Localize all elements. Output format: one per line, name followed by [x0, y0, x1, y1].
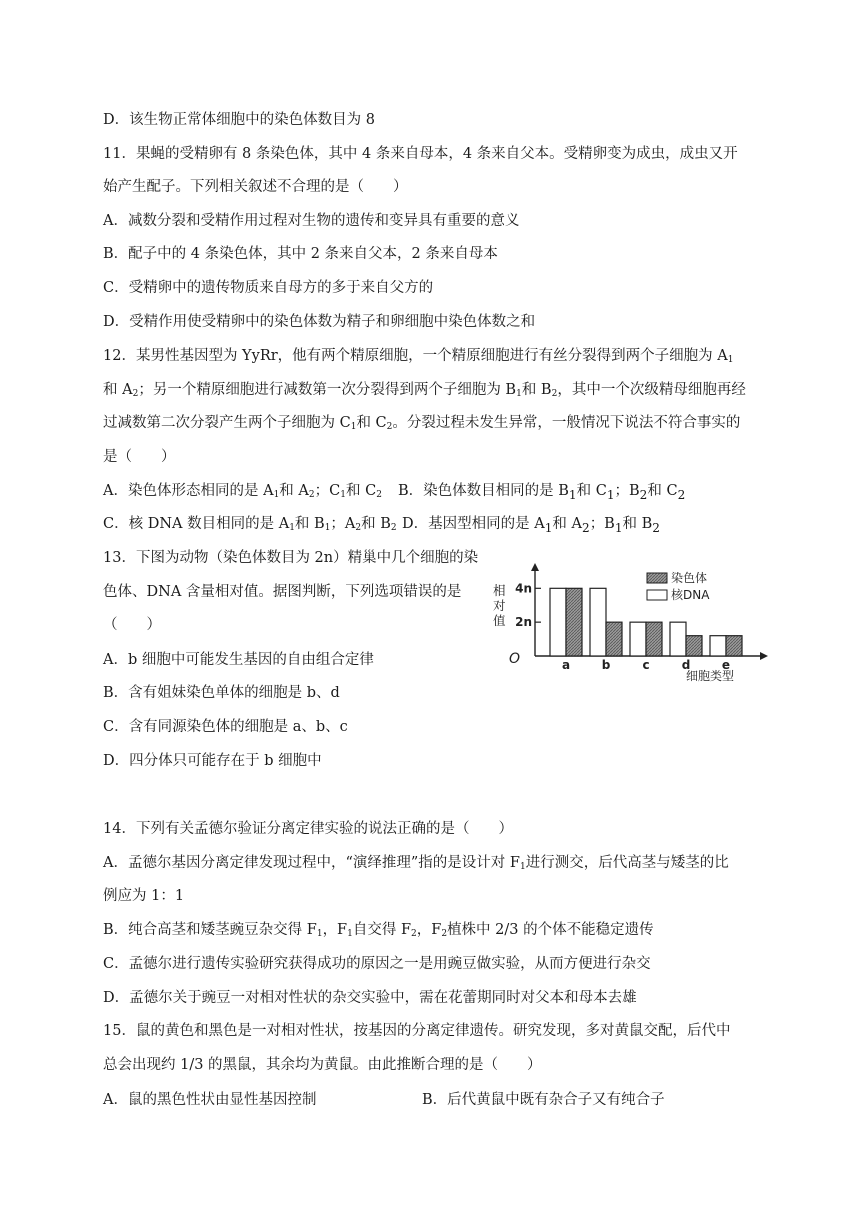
- y-axis-label-char: 相: [493, 583, 506, 598]
- bar-dna-e: [710, 636, 726, 656]
- bar-chromosome-c: [646, 622, 662, 656]
- q14-stem: 14．下列有关孟德尔验证分离定律实验的说法正确的是（ ）: [103, 821, 513, 837]
- origin-label: O: [509, 651, 521, 667]
- q11-option-b: B．配子中的 4 条染色体，其中 2 条来自父本，2 条来自母本: [103, 246, 498, 262]
- bar-dna-a: [550, 588, 566, 656]
- bar-dna-b: [590, 588, 606, 656]
- q13-option-a: A．b 细胞中可能发生基因的自由组合定律: [103, 652, 374, 668]
- x-category-label: b: [601, 658, 611, 672]
- q11-option-d: D．受精作用使受精卵中的染色体数为精子和卵细胞中染色体数之和: [103, 314, 536, 330]
- q11-option-c: C．受精卵中的遗传物质来自母方的多于来自父方的: [103, 280, 434, 296]
- bar-chromosome-b: [606, 622, 622, 656]
- bar-dna-d: [670, 622, 686, 656]
- q15-stem-line1: 15．鼠的黄色和黑色是一对相对性状，按基因的分离定律遗传。研究发现，多对黄鼠交配，后代中: [103, 1023, 731, 1039]
- legend-swatch-dna: [647, 590, 667, 600]
- q14-option-d: D．孟德尔关于豌豆一对相对性状的杂交实验中，需在花蕾期同时对父本和母本去雄: [103, 990, 637, 1006]
- x-category-label: d: [681, 658, 691, 672]
- bar-dna-c: [630, 622, 646, 656]
- q14-option-a-line2: 例应为 1：1: [103, 888, 185, 904]
- bar-chromosome-e: [726, 636, 742, 656]
- legend-label-chromosome: 染色体: [671, 571, 708, 585]
- x-category-label: a: [561, 658, 571, 672]
- q12-stem-line1: 12．某男性基因型为 YyRr，他有两个精原细胞，一个精原细胞进行有丝分裂得到两个子细胞为 $A_1$: [103, 348, 734, 365]
- q15-stem-line2: 总会出现约 1/3 的黑鼠，其余均为黄鼠。由此推断合理的是（ ）: [103, 1057, 542, 1073]
- cell-content-bar-chart: [487, 563, 772, 690]
- x-axis-label: 细胞类型: [686, 669, 735, 683]
- x-category-label: e: [721, 658, 731, 672]
- q14-option-b: B．纯合高茎和矮茎豌豆杂交得 $F_1$，$F_1$自交得 $F_2$，$F_2$植株中 2/3 的个体不能稳定遗传: [103, 922, 654, 939]
- q12-option-b: B．染色体数目相同的是 $B_1$和 $C_1$；$B_2$和 $C_2$: [398, 483, 686, 502]
- legend-label-dna: 核DNA: [671, 588, 710, 602]
- y-axis-arrow: [531, 563, 539, 571]
- y-tick-label: 4n: [515, 581, 532, 596]
- q12-stem-line4: 是（ ）: [103, 449, 176, 465]
- x-axis-arrow: [760, 652, 768, 660]
- q13-option-d: D．四分体只可能存在于 b 细胞中: [103, 753, 322, 769]
- q13-stem-line3: （ ）: [103, 617, 161, 633]
- q13-stem-line1: 13．下图为动物（染色体数目为 2n）精巢中几个细胞的染: [103, 550, 479, 566]
- q13-option-c: C．含有同源染色体的细胞是 a、b、c: [103, 719, 348, 735]
- q15-option-a: A．鼠的黑色性状由显性基因控制: [103, 1092, 317, 1108]
- q12-stem-line3: 过减数第二次分裂产生两个子细胞为 $C_1$和 $C_2$。分裂过程未发生异常，一般情况下说法不符合事实的: [103, 415, 741, 432]
- x-category-label: c: [642, 658, 650, 672]
- q12-option-d: D．基因型相同的是 $A_1$和 $A_2$；$B_1$和 $B_2$: [402, 516, 660, 535]
- legend-swatch-chromosome: [647, 573, 667, 583]
- bar-chromosome-d: [686, 636, 702, 656]
- q13-stem-line2: 色体、DNA 含量相对值。据图判断，下列选项错误的是: [103, 584, 462, 600]
- q12-option-c: C．核 DNA 数目相同的是 $A_1$和 $B_1$；$A_2$和 $B_2$: [103, 516, 397, 533]
- q11-stem-line2: 始产生配子。下列相关叙述不合理的是（ ）: [103, 179, 408, 195]
- q12-option-a: A．染色体形态相同的是 $A_1$和 $A_2$；$C_1$和 $C_2$: [103, 483, 382, 500]
- bar-chromosome-a: [566, 588, 582, 656]
- y-tick-label: 2n: [515, 615, 532, 630]
- q11-stem-line1: 11．果蝇的受精卵有 8 条染色体，其中 4 条来自母本，4 条来自父本。受精卵变为成虫，成虫又开: [103, 146, 738, 162]
- q10-option-d: D．该生物正常体细胞中的染色体数目为 8: [103, 112, 375, 128]
- q14-option-c: C．孟德尔进行遗传实验研究获得成功的原因之一是用豌豆做实验，从而方便进行杂交: [103, 956, 651, 972]
- q12-stem-line2: 和 $A_2$；另一个精原细胞进行减数第一次分裂得到两个子细胞为 $B_1$和 $B_2$，其中一个次级精母细胞再经: [103, 382, 746, 399]
- q15-option-b: B．后代黄鼠中既有杂合子又有纯合子: [422, 1092, 665, 1108]
- y-axis-label-char: 对: [493, 598, 506, 613]
- q13-option-b: B．含有姐妹染色单体的细胞是 b、d: [103, 685, 340, 701]
- q11-option-a: A．减数分裂和受精作用过程对生物的遗传和变异具有重要的意义: [103, 213, 520, 229]
- y-axis-label-char: 值: [493, 613, 506, 628]
- q14-option-a-line1: A．孟德尔基因分离定律发现过程中，“演绎推理”指的是设计对 $F_1$进行测交，后代高茎与矮茎的比: [103, 855, 729, 872]
